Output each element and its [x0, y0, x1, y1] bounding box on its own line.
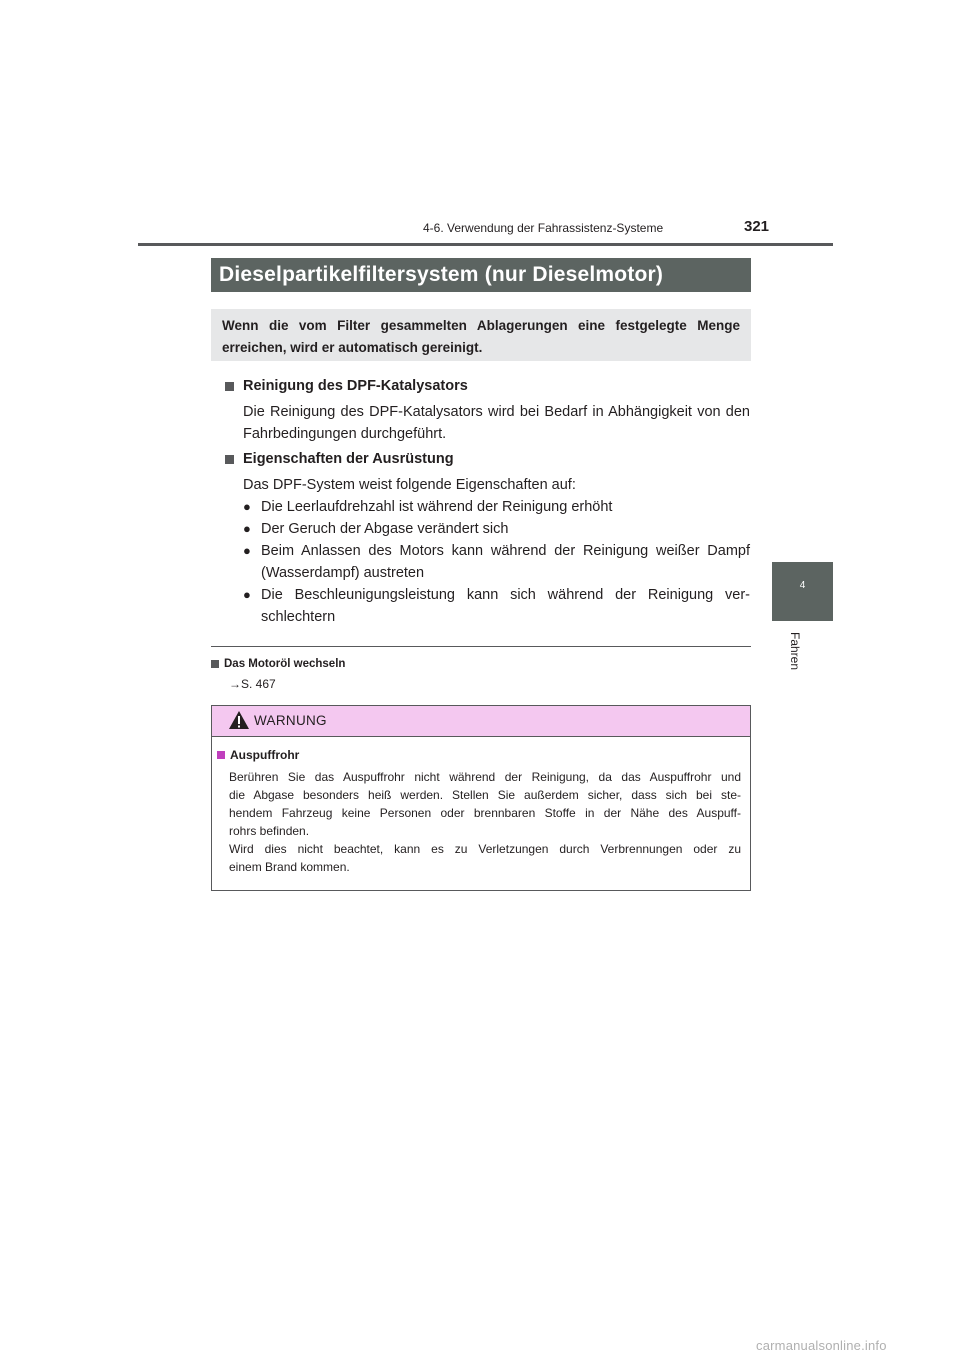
- intro-text: Wenn die vom Filter gesammelten Ablagerungen eine festgelegte Menge erreichen, wird er automatisch gereinigt.: [222, 318, 740, 355]
- square-bullet-icon: [217, 751, 225, 759]
- square-bullet-icon: [225, 455, 234, 464]
- section-heading: [225, 376, 750, 396]
- warning-title: WARNUNG: [254, 713, 327, 728]
- section-properties: [225, 449, 750, 628]
- section-title-bar: [211, 258, 751, 292]
- chapter-tab-number: 4: [799, 580, 806, 591]
- note-heading-text: Das Motoröl wechseln: [224, 658, 346, 670]
- section-divider: [211, 646, 751, 647]
- round-bullet-icon: ●: [243, 543, 251, 558]
- warning-subheading: [217, 748, 299, 762]
- page-reference-link[interactable]: →S. 467: [229, 677, 276, 691]
- square-bullet-icon: [211, 660, 219, 668]
- square-bullet-icon: [225, 382, 234, 391]
- chapter-tab[interactable]: [772, 562, 833, 621]
- round-bullet-icon: ●: [243, 587, 251, 602]
- intro-box: [211, 309, 751, 361]
- round-bullet-icon: ●: [243, 499, 251, 514]
- list-item: ● Die Beschleunigungsleistung kann sich während der Reinigung ver-schlechtern: [225, 584, 750, 628]
- header-section-title: 4-6. Verwendung der Fahrassistenz-Systeme: [423, 221, 664, 235]
- chapter-label: [782, 628, 808, 674]
- section-heading-text: Reinigung des DPF-Katalysators: [243, 378, 468, 394]
- watermark: carmanualsonline.info: [756, 1338, 887, 1353]
- list-item: ● Beim Anlassen des Motors kann während der Reinigung weißer Dampf (Wasserdampf) austreten: [225, 540, 750, 584]
- list-item: ● Die Leerlaufdrehzahl ist während der Reinigung erhöht: [225, 496, 750, 518]
- warning-header: [212, 706, 750, 737]
- page-title: Dieselpartikelfiltersystem (nur Dieselmotor): [219, 263, 664, 286]
- section-heading: [225, 449, 750, 469]
- warning-text: Berühren Sie das Auspuffrohr nicht während der Reinigung, da das Auspuffrohr und die Abgase besonders heiß werden. Stellen Sie außerdem sicher, dass sich bei ste- hendem Fahrzeug keine Personen oder brennbaren Stoffe in der Nähe des Auspuff- rohrs befinden. Wird dies nicht beachtet, kann es zu Verletzungen durch Verbrennungen oder zu einem Brand kommen.: [229, 770, 741, 874]
- chapter-label-text: Fahren: [788, 631, 802, 671]
- page-number: 321: [744, 218, 770, 235]
- section-text: Das DPF-System weist folgende Eigenschaften auf:: [243, 477, 576, 493]
- warning-box: [211, 705, 751, 891]
- round-bullet-icon: ●: [243, 521, 251, 536]
- section-heading-text: Eigenschaften der Ausrüstung: [243, 451, 454, 467]
- note-heading: [211, 656, 345, 672]
- warning-subheading-text: Auspuffrohr: [230, 748, 300, 762]
- list-item: ● Der Geruch der Abgase verändert sich: [225, 518, 750, 540]
- section-cleaning: [225, 376, 750, 445]
- header-divider: [138, 243, 833, 246]
- warning-triangle-icon: [228, 710, 250, 730]
- section-text: Die Reinigung des DPF-Katalysators wird bei Bedarf in Abhängigkeit von den Fahrbedingungen durchgeführt.: [243, 404, 750, 442]
